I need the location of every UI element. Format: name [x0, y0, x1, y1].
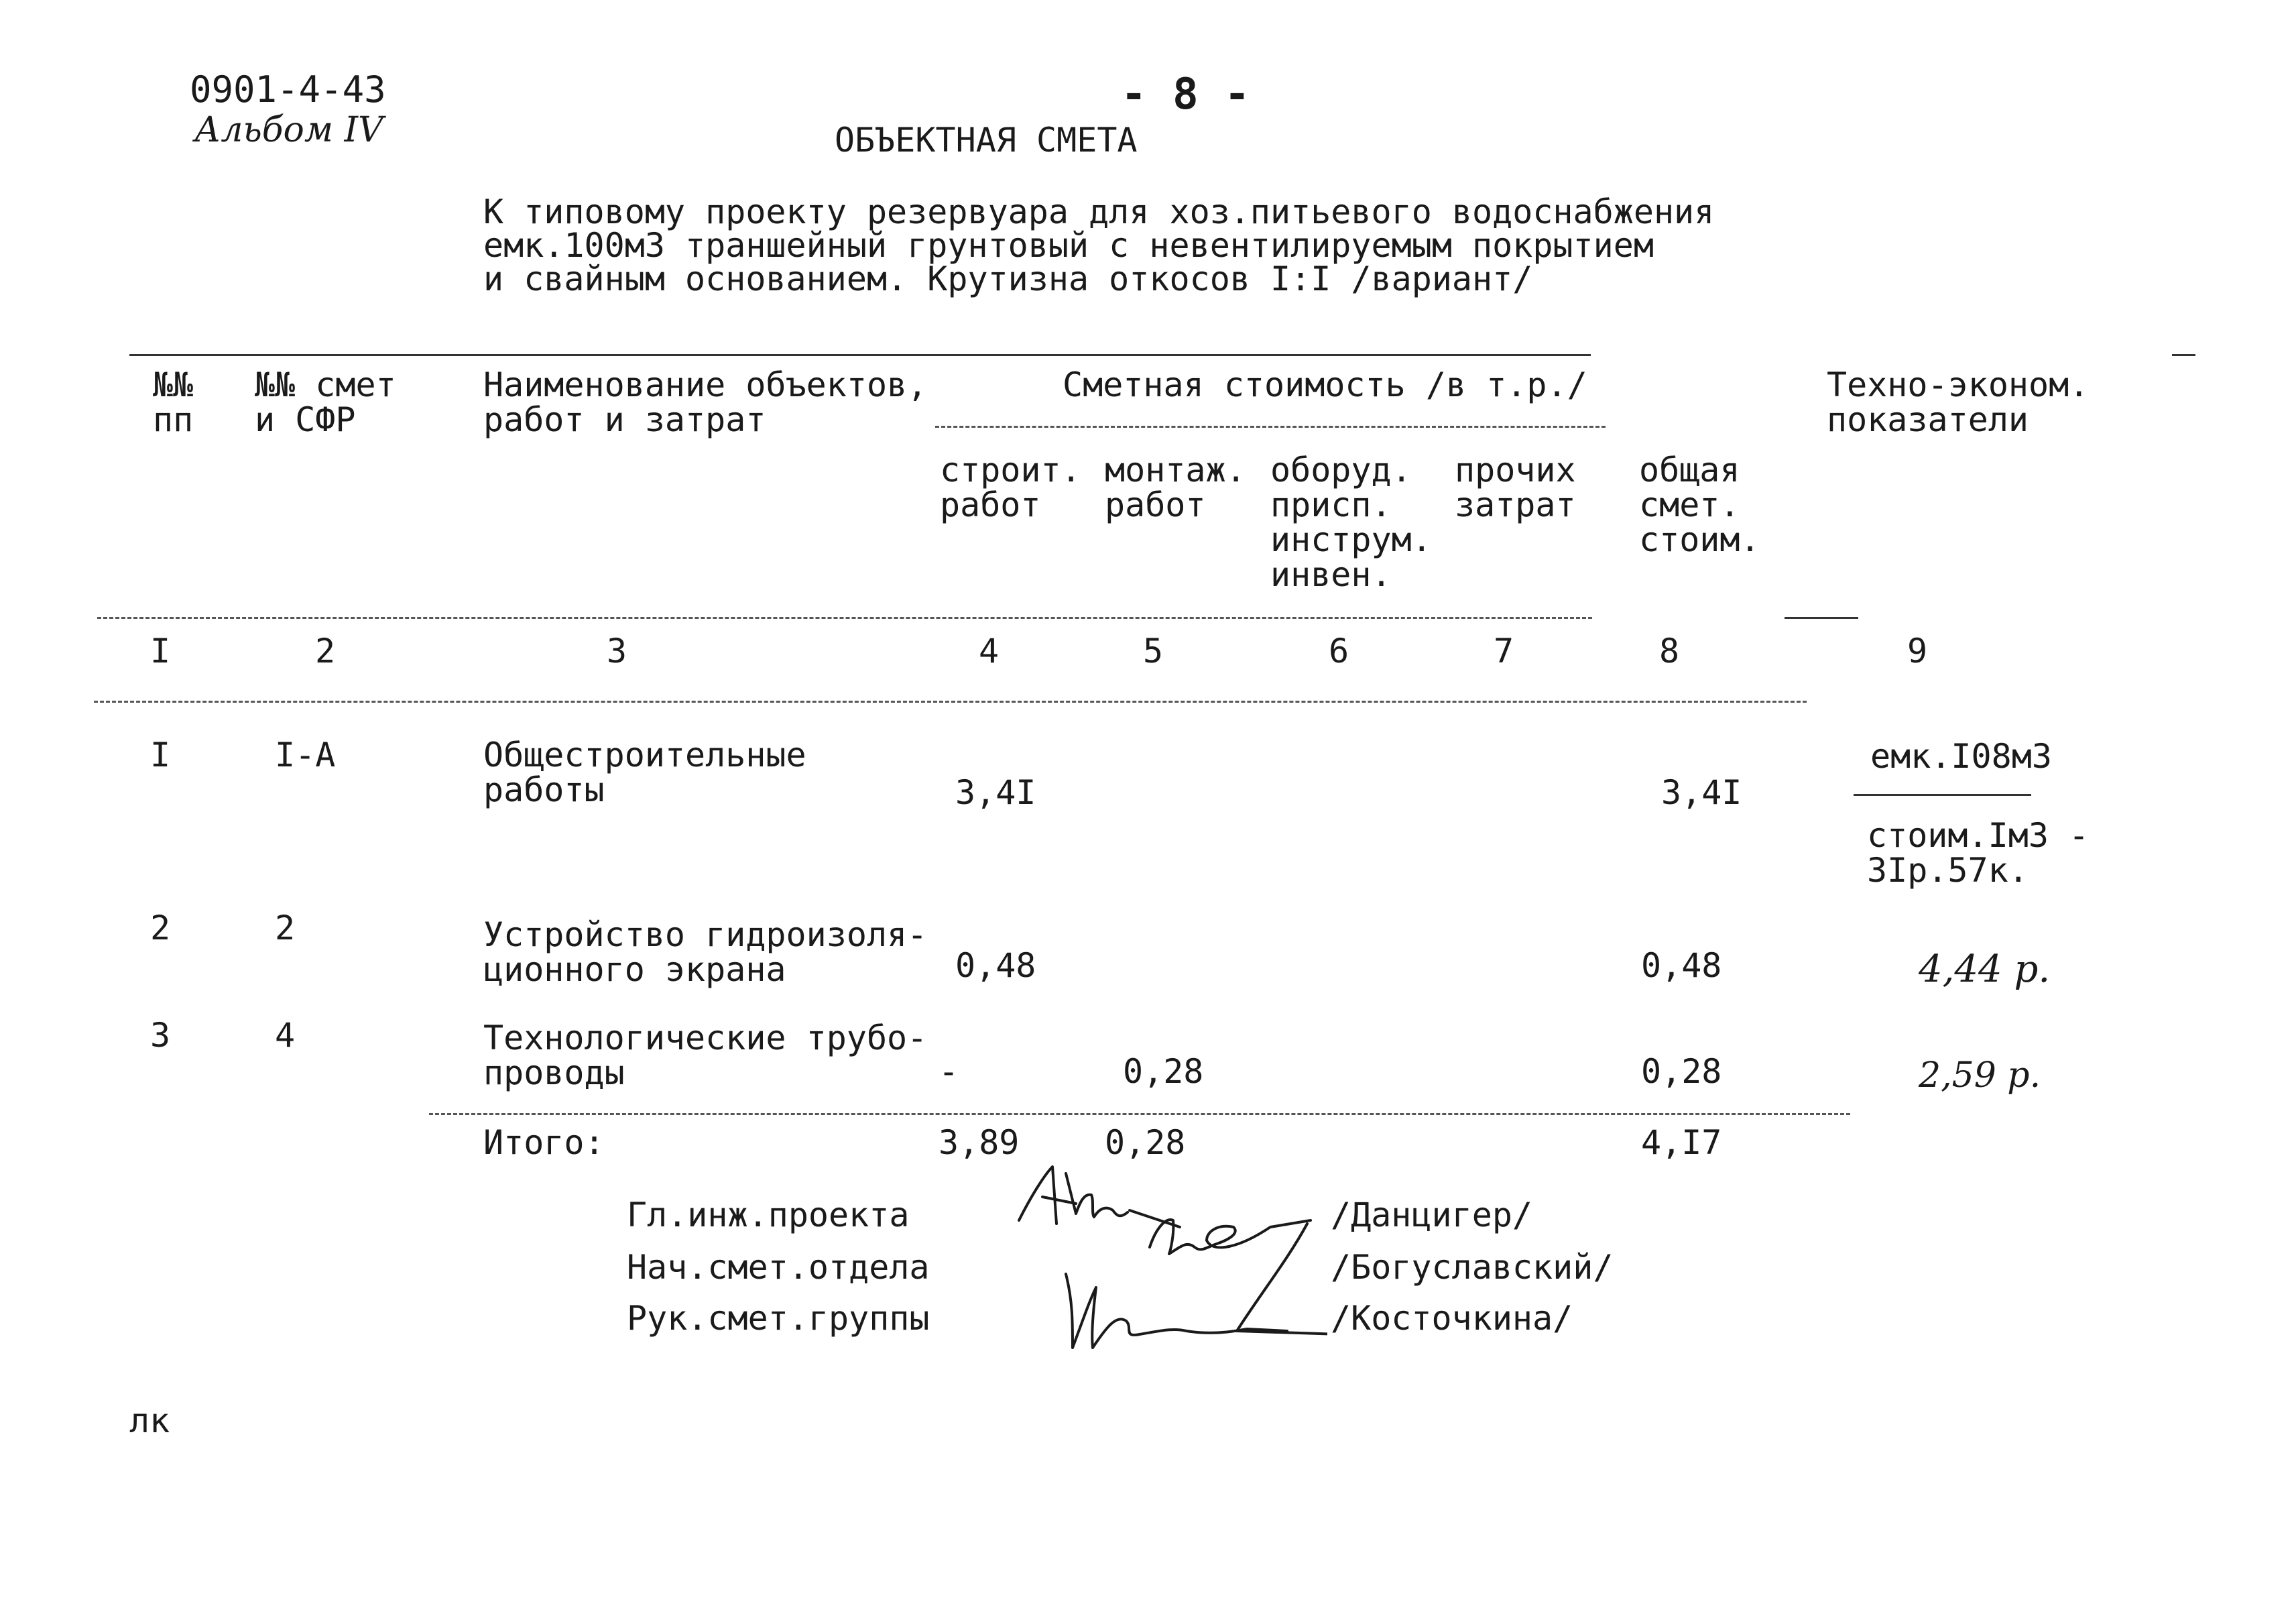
totals-construction: 3,89 [939, 1123, 1020, 1162]
totals-label: Итого: [483, 1123, 605, 1162]
signature-role: Рук.смет.группы [627, 1299, 930, 1338]
row-estimate-number: 4 [275, 1016, 296, 1055]
header-row-number: №№ пп [153, 365, 194, 439]
row-number: 3 [150, 1016, 171, 1055]
row-construction-cost: - [939, 1052, 959, 1091]
header-total-cost: общая смет. стоим. [1639, 451, 1760, 559]
signatory-name: /Данцигер/ [1331, 1196, 1533, 1234]
column-number: 2 [315, 632, 336, 671]
header-item-name: Наименование объектов, работ и затрат [483, 365, 928, 439]
header-equipment: оборуд. присп. инструм. инвен. [1270, 451, 1432, 594]
row-number: I [150, 736, 171, 774]
group-header-rule [935, 426, 1606, 428]
row-tech-capacity: емк.I08м3 [1870, 737, 2052, 776]
subtitle-line-1: К типовому проекту резервуара для хоз.питьевого водоснабжения [483, 192, 1715, 231]
row-tech-indicator: 4,44 р. [1919, 947, 2051, 991]
row-number: 2 [150, 909, 171, 947]
header-construction: строит. работ [940, 451, 1081, 524]
row-item-name: Общестроительные работы [483, 736, 806, 809]
document-code: 0901-4-43 [190, 68, 386, 111]
row-tech-indicator: 2,59 р. [1919, 1055, 2041, 1096]
row-estimate-number: I-A [275, 736, 336, 774]
column-number: I [150, 632, 171, 671]
row-construction-cost: 0,48 [955, 946, 1036, 985]
header-other-costs: прочих затрат [1455, 451, 1576, 524]
header-bottom-rule [97, 617, 1592, 619]
footer-mark: лк [129, 1401, 170, 1440]
header-right-tick [2172, 354, 2195, 356]
header-tech-economic: Техно-эконом. показатели [1827, 365, 2090, 439]
subtitle-line-2: емк.100м3 траншейный грунтовый с невентилируемым покрытием [483, 226, 1654, 265]
page-number: - 8 - [1121, 70, 1250, 119]
row-total-cost: 3,4I [1661, 773, 1742, 812]
header-estimate-number: №№ смет и СФР [255, 365, 396, 439]
row-item-name: Устройство гидроизоля- ционного экрана [483, 915, 928, 989]
header-bottom-rule-right [1785, 617, 1858, 619]
header-installation: монтаж. работ [1105, 451, 1246, 524]
column-number: 9 [1907, 632, 1928, 671]
column-number: 3 [607, 632, 627, 671]
signatory-name: /Косточкина/ [1331, 1299, 1573, 1338]
column-numbers-rule [94, 701, 1807, 703]
row-item-name: Технологические трубо- проводы [483, 1019, 928, 1092]
row-total-cost: 0,28 [1641, 1052, 1722, 1091]
header-cost-group: Сметная стоимость /в т.р./ [1063, 365, 1587, 404]
signature-role: Нач.смет.отдела [627, 1248, 930, 1287]
document-title: ОБЪЕКТНАЯ СМЕТА [835, 121, 1138, 160]
row-tech-unit-cost: стоим.Iм3 - 3Iр.57к. [1867, 816, 2090, 890]
totals-installation: 0,28 [1105, 1123, 1186, 1162]
row-estimate-number: 2 [275, 909, 296, 947]
column-number: 7 [1494, 632, 1514, 671]
column-number: 4 [979, 632, 1000, 671]
handwritten-signatures [1006, 1147, 1327, 1368]
row-total-cost: 0,48 [1641, 946, 1722, 985]
fraction-rule [1854, 794, 2031, 796]
album-label: Альбом IV [194, 110, 383, 150]
subtitle-line-3: и свайным основанием. Крутизна откосов I:I /вариант/ [483, 259, 1533, 298]
column-number: 8 [1659, 632, 1680, 671]
totals-rule [429, 1113, 1850, 1115]
totals-total: 4,I7 [1641, 1123, 1722, 1162]
row-construction-cost: 3,4I [955, 773, 1036, 812]
table-top-rule [129, 354, 1591, 356]
signature-role: Гл.инж.проекта [627, 1196, 910, 1234]
column-number: 6 [1329, 632, 1349, 671]
row-installation-cost: 0,28 [1123, 1052, 1204, 1091]
column-number: 5 [1143, 632, 1164, 671]
signatory-name: /Богуславский/ [1331, 1248, 1614, 1287]
